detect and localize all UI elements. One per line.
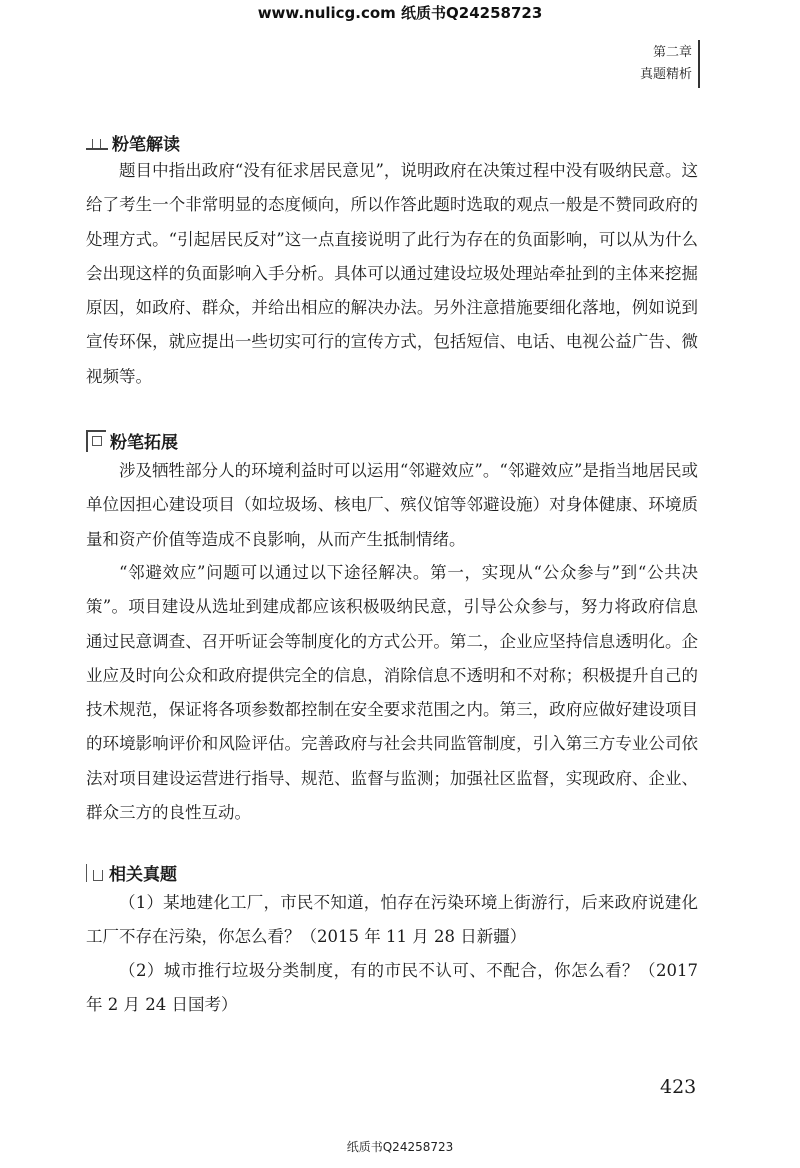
expand-icon [86, 430, 106, 452]
paragraph: 题目中指出政府“没有征求居民意见”，说明政府在决策过程中没有吸纳民意。这给了考生一个非常明显的态度倾向，所以作答此题时选取的观点一般是不赞同政府的处理方式。“引起居民反对”这一点直接说明了此行为存在的负面影响，可以从为什么会出现这样的负面影响入手分析。具体可以通过建设垃圾处理站牵扯到的主体来挖掘原因，如政府、群众，并给出相应的解决办法。另外注意措施要细化落地，例如说到宣传环保，就应提出一些切实可行的宣传方式，包括短信、电话、电视公益广告、微视频等。 [86, 161, 698, 386]
bottom-watermark: 纸质书Q24258723 [346, 1140, 454, 1154]
related-icon [86, 864, 105, 882]
chapter-subtitle: 真题精析 [639, 67, 692, 82]
section-heading-interpretation [86, 130, 180, 155]
top-watermark: www.nulicg.com 纸质书Q24258723 [257, 4, 543, 22]
paragraph: “邻避效应”问题可以通过以下途径解决。第一，实现从“公众参与”到“公共决策”。项目建设从选址到建成都应该积极吸纳民意，引导公众参与，努力将政府信息通过民意调查、召开听证会等制度化的方式公开。第二，企业应坚持信息透明化。企业应及时向公众和政府提供完全的信息，消除信息不透明和不对称；积极提升自己的技术规范，保证将各项参数都控制在安全要求范围之内。第三，政府应做好建设项目的环境影响评价和风险评估。完善政府与社会共同监管制度，引入第三方专业公司依法对项目建设运营进行指导、规范、监督与监测；加强社区监督，实现政府、企业、群众三方的良性互动。 [86, 563, 698, 823]
section-title: 粉笔拓展 [110, 433, 178, 453]
section-title: 粉笔解读 [112, 135, 180, 155]
paragraph: 涉及牺牲部分人的环境利益时可以运用“邻避效应”。“邻避效应”是指当地居民或单位因担心建设项目（如垃圾场、核电厂、殡仪馆等邻避设施）对身体健康、环境质量和资产价值等造成不良影响，从而产生抵制情绪。 [86, 461, 698, 549]
section-heading-extension [86, 428, 178, 453]
page-number: 423 [660, 1076, 697, 1098]
chapter-label: 第二章 [652, 45, 692, 60]
question-item: （2）城市推行垃圾分类制度，有的市民不认可、不配合，你怎么看？（2017 年 2 月 24 日国考） [86, 961, 698, 1015]
pen-marks-icon [86, 136, 108, 150]
question-item: （1）某地建化工厂，市民不知道，怕存在污染环境上街游行，后来政府说建化工厂不存在污染，你怎么看？（2015 年 11 月 28 日新疆） [86, 893, 698, 947]
section-title: 相关真题 [109, 865, 177, 885]
chapter-divider [698, 40, 700, 88]
section-heading-related [86, 860, 177, 885]
chapter-header [640, 42, 692, 86]
